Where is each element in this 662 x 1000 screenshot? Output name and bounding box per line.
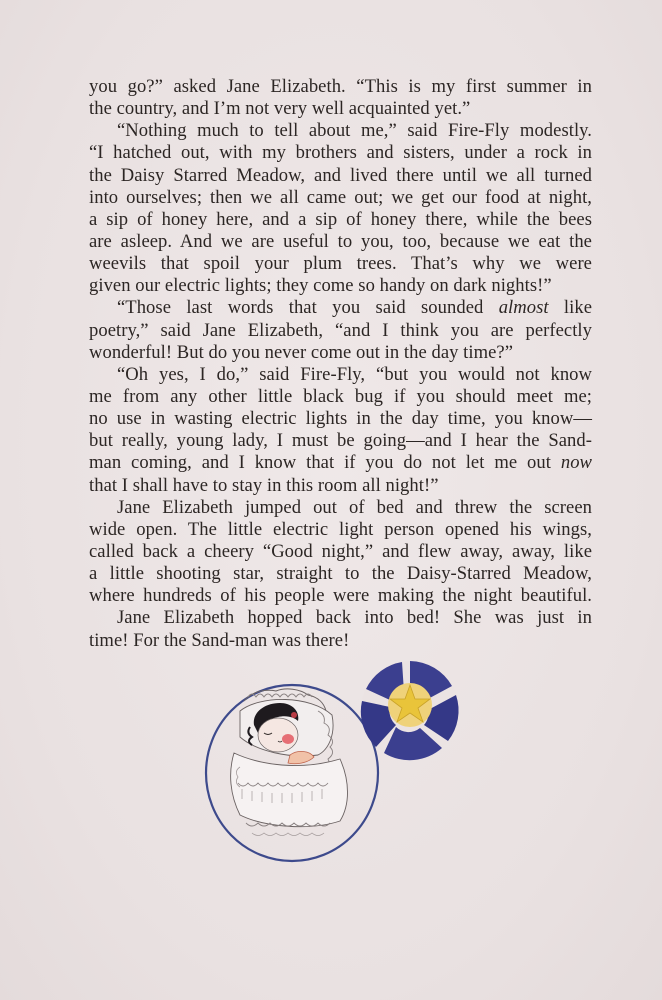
- text-line: but really, young lady, I must be going—and I hear the Sand-: [89, 430, 592, 452]
- sleeping-girl-icon: [231, 689, 348, 836]
- text-line: [89, 297, 592, 319]
- text-line: me from any other little black bug if you should meet me;: [89, 385, 592, 407]
- text-line: no use in wasting electric lights in the day time, you know—: [89, 408, 592, 430]
- text-line: where hundreds of his people were making the night beautiful.: [89, 585, 592, 607]
- text-line: the country, and I’m not very well acquainted yet.”: [89, 98, 471, 120]
- text-segment: like: [548, 297, 592, 319]
- text-line: are asleep. And we are useful to you, too, because we eat the: [89, 230, 592, 252]
- sleeping-girl-illustration: [200, 655, 470, 865]
- text-line: time! For the Sand-man was there!: [89, 629, 350, 651]
- text-line: a little shooting star, straight to the Daisy-Starred Meadow,: [89, 563, 592, 585]
- text-line: wonderful! But do you never come out in the day time?”: [89, 341, 514, 363]
- text-line: given our electric lights; they come so handy on dark nights!”: [89, 275, 552, 297]
- story-text: [89, 76, 592, 652]
- text-line: weevils that spoil your plum trees. That’s why we were: [89, 253, 592, 275]
- text-line: [89, 452, 592, 474]
- text-segment: man coming, and I know that if you do not let me out: [89, 452, 561, 474]
- text-line: a sip of honey here, and a sip of honey there, while the bees: [89, 208, 592, 230]
- emphasis-word: now: [560, 452, 592, 474]
- text-line: wide open. The little electric light person opened his wings,: [89, 518, 592, 540]
- text-line: Jane Elizabeth hopped back into bed! She was just in: [117, 607, 592, 629]
- text-line: called back a cheery “Good night,” and flew away, away, like: [89, 540, 592, 562]
- text-line: “I hatched out, with my brothers and sisters, under a rock in: [89, 142, 592, 164]
- text-line: you go?” asked Jane Elizabeth. “This is my first summer in: [89, 76, 592, 97]
- text-segment: “Those last words that you said sounded: [117, 297, 499, 319]
- star-icon: [388, 683, 432, 727]
- text-line: Jane Elizabeth jumped out of bed and threw the screen: [117, 496, 592, 518]
- text-line: into ourselves; then we all came out; we get our food at night,: [89, 186, 592, 208]
- night-sphere-icon: [361, 661, 459, 760]
- emphasis-word: almost: [498, 297, 549, 319]
- text-line: the Daisy Starred Meadow, and lived there until we all turned: [89, 164, 592, 186]
- text-line: “Nothing much to tell about me,” said Fire-Fly modestly.: [117, 120, 592, 142]
- text-line: that I shall have to stay in this room all night!”: [89, 474, 439, 496]
- text-line: poetry,” said Jane Elizabeth, “and I think you are perfectly: [89, 319, 592, 341]
- text-line: “Oh yes, I do,” said Fire-Fly, “but you would not know: [117, 363, 592, 385]
